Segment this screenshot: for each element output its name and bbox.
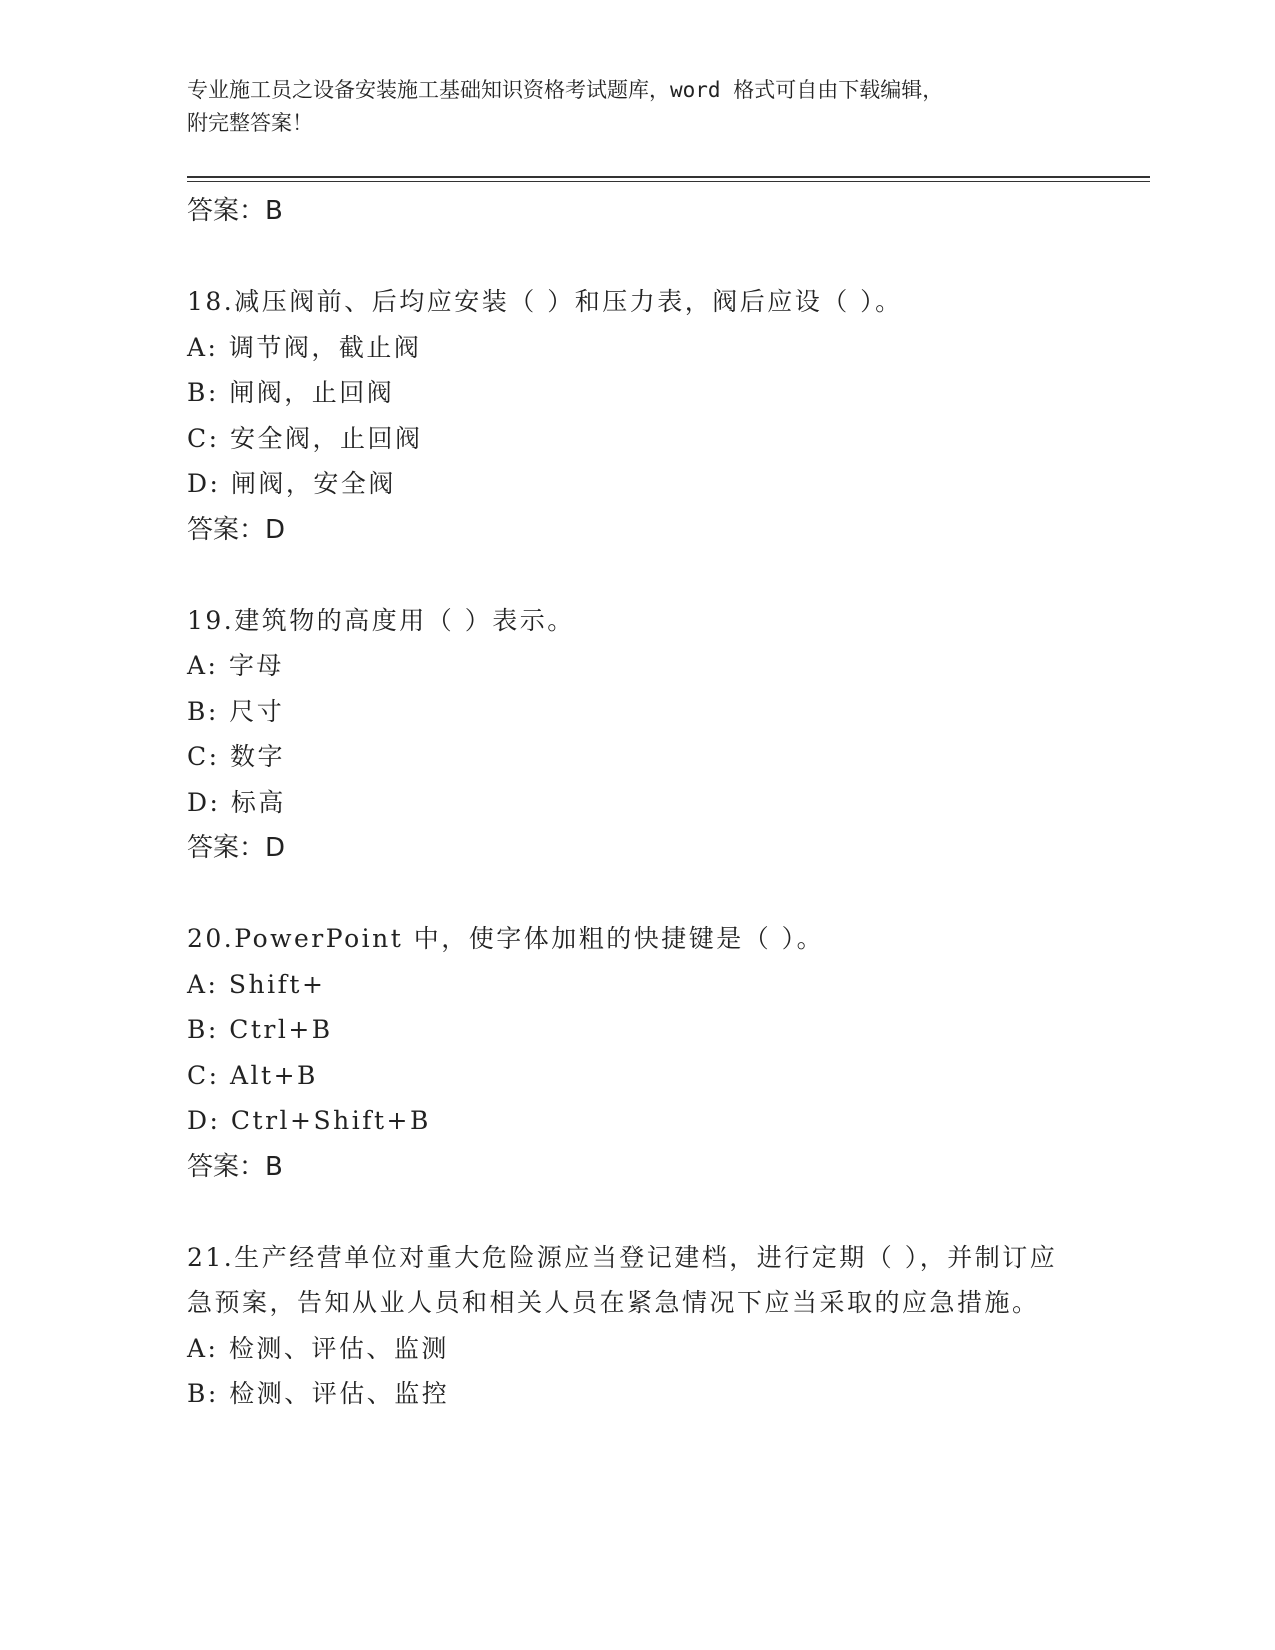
option-a: A: Shift+ [187,969,326,999]
question-text: 19.建筑物的高度用（ ）表示。 [187,605,575,635]
answer-label: 答案：D [187,514,286,545]
question-list [187,188,1067,1417]
answer-label: 答案：B [187,196,283,226]
question-18 [187,279,1067,553]
option-b: B: 尺寸 [187,696,285,726]
question-19 [187,598,1067,872]
question-text: 21.生产经营单位对重大危险源应当登记建档，进行定期（ ），并制订应急预案，告知从业人员和相关人员在紧急情况下应当采取的应急措施。 [187,1242,1058,1317]
option-a: A: 调节阀，截止阀 [187,332,422,362]
option-c: C: 数字 [187,742,285,771]
header-line: 专业施工员之设备安装施工基础知识资格考试题库，word 格式可自由下载编辑， [187,78,944,102]
question-20 [187,916,1067,1190]
question-21 [187,1235,1067,1417]
option-b: B: Ctrl+B [187,1015,333,1044]
question-text: 20.PowerPoint 中，使字体加粗的快捷键是（ ）。 [187,924,825,953]
option-d: D: 闸阀，安全阀 [187,469,396,498]
header-divider-thin [187,181,1150,182]
option-a: A: 字母 [187,651,284,680]
option-b: B: 闸阀，止回阀 [187,378,395,407]
document-header [187,74,1067,140]
header-line: 附完整答案！ [187,111,313,135]
answer-label: 答案：D [187,833,286,863]
header-divider [187,176,1150,178]
option-c: C: 安全阀，止回阀 [187,423,423,453]
option-d: D: 标高 [187,787,286,817]
answer-label: 答案：B [187,1151,283,1182]
question-text: 18.减压阀前、后均应安装（ ）和压力表，阀后应设（ ）。 [187,287,903,316]
option-d: D: Ctrl+Shift+B [187,1106,431,1135]
option-b: B: 检测、评估、监控 [187,1379,450,1408]
option-a: A: 检测、评估、监测 [187,1333,449,1363]
option-c: C: Alt+B [187,1060,318,1090]
